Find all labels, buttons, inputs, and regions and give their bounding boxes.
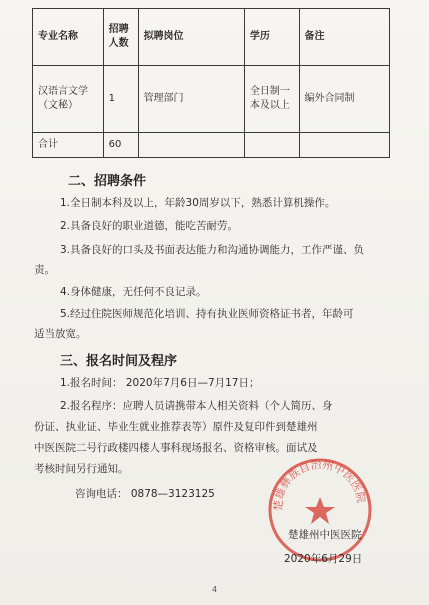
cell-remarks: 编外合同制 xyxy=(299,66,389,133)
header-education: 学历 xyxy=(244,9,299,66)
condition-item: 1.全日制本科及以上，年龄30周岁以下，熟悉计算机操作。 xyxy=(60,197,336,209)
recruitment-table xyxy=(32,8,390,158)
svg-text:楚雄彝族自治州中医医院: 楚雄彝族自治州中医医院 xyxy=(271,458,369,512)
signature-date: 2020年6月29日 xyxy=(284,553,363,565)
condition-item: 2.具备良好的职业道德，能吃苦耐劳。 xyxy=(60,220,239,232)
cell-total-value: 60 xyxy=(103,133,138,158)
procedure-line: 考核时间另行通知。 xyxy=(34,463,129,475)
cell-count: 1 xyxy=(103,66,138,133)
section3-title: 三、报名时间及程序 xyxy=(60,354,178,369)
condition-item: 适当放宽。 xyxy=(34,328,87,340)
contact-phone: 咨询电话： 0878—3123125 xyxy=(75,488,215,500)
condition-item: 3.具备良好的口头及书面表达能力和沟通协调能力，工作严谨、负 xyxy=(60,244,365,256)
signature-org: 楚雄州中医医院 xyxy=(288,529,362,541)
condition-item: 责。 xyxy=(34,264,55,276)
condition-item: 4.身体健康，无任何不良记录。 xyxy=(60,286,207,298)
cell-education: 全日制一本及以上 xyxy=(244,66,299,133)
procedure-line: 1.报名时间： 2020年7月6日—7月17日； xyxy=(60,377,260,389)
header-position: 拟聘岗位 xyxy=(138,9,244,66)
table-total-row xyxy=(33,133,390,158)
cell-position: 管理部门 xyxy=(138,66,244,133)
table-header-row xyxy=(33,9,390,66)
cell-total-label: 合计 xyxy=(33,133,104,158)
procedure-line: 份证、执业证、毕业生就业推荐表等）原件及复印件到楚雄州 xyxy=(34,421,318,433)
header-major: 专业名称 xyxy=(33,9,104,66)
table-row xyxy=(33,66,390,133)
section2-title: 二、招聘条件 xyxy=(68,174,147,189)
official-seal xyxy=(265,455,375,565)
condition-item: 5.经过住院医师规范化培训、持有执业医师资格证书者，年龄可 xyxy=(60,308,354,320)
procedure-line: 中医医院二号行政楼四楼人事科现场报名、资格审核。面试及 xyxy=(34,442,318,454)
header-remarks: 备注 xyxy=(299,9,389,66)
header-count: 招聘人数 xyxy=(103,9,138,66)
page-number: 4 xyxy=(212,585,218,594)
procedure-line: 2.报名程序：应聘人员请携带本人相关资料（个人简历、身 xyxy=(60,400,333,412)
cell-major: 汉语言文学（文秘） xyxy=(33,66,104,133)
